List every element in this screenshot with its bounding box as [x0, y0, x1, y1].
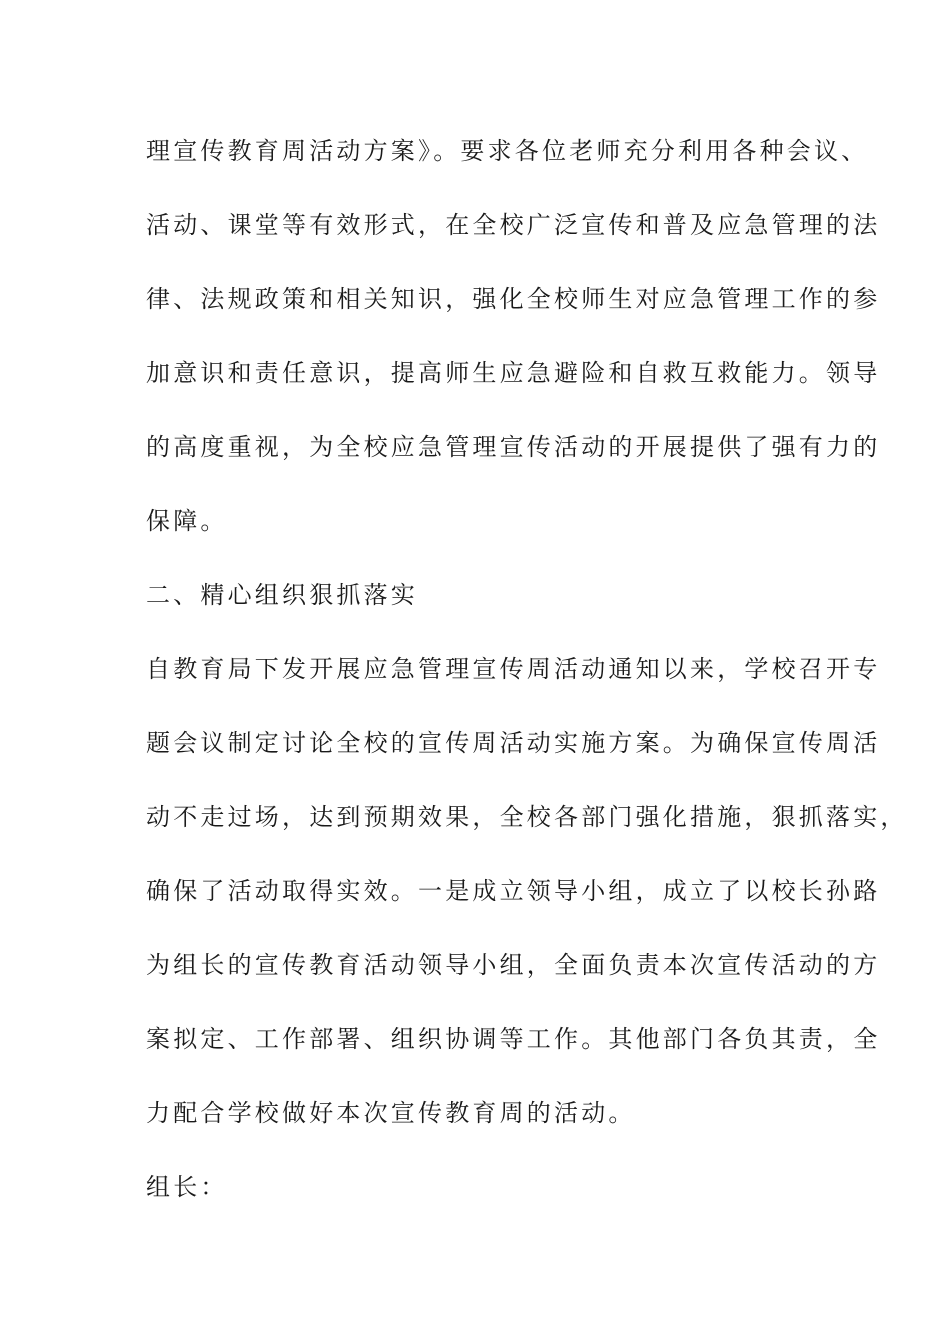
body-text-line: 为组长的宣传教育活动领导小组，全面负责本次宣传活动的方 — [146, 951, 881, 979]
body-text-line: 保障。 — [146, 507, 228, 535]
body-text-line: 自教育局下发开展应急管理宣传周活动通知以来，学校召开专 — [146, 655, 881, 683]
body-text-line: 案拟定、工作部署、组织协调等工作。其他部门各负其责，全 — [146, 1025, 881, 1053]
body-text-line: 加意识和责任意识，提高师生应急避险和自救互救能力。领导 — [146, 359, 881, 387]
group-leader-label: 组长： — [146, 1173, 228, 1201]
body-text-line: 动不走过场，达到预期效果，全校各部门强化措施，狠抓落实， — [146, 803, 908, 831]
body-text-line: 题会议制定讨论全校的宣传周活动实施方案。为确保宣传周活 — [146, 729, 881, 757]
body-text-line: 理宣传教育周活动方案》。要求各位老师充分利用各种会议、 — [146, 137, 869, 165]
body-text-line: 确保了活动取得实效。一是成立领导小组，成立了以校长孙路 — [146, 877, 881, 905]
body-text-line: 律、法规政策和相关知识，强化全校师生对应急管理工作的参 — [146, 285, 881, 313]
section-heading: 二、精心组织狠抓落实 — [146, 581, 418, 609]
body-text-line: 活动、课堂等有效形式，在全校广泛宣传和普及应急管理的法 — [146, 211, 881, 239]
body-text-line: 的高度重视，为全校应急管理宣传活动的开展提供了强有力的 — [146, 433, 881, 461]
body-text-line: 力配合学校做好本次宣传教育周的活动。 — [146, 1099, 636, 1127]
